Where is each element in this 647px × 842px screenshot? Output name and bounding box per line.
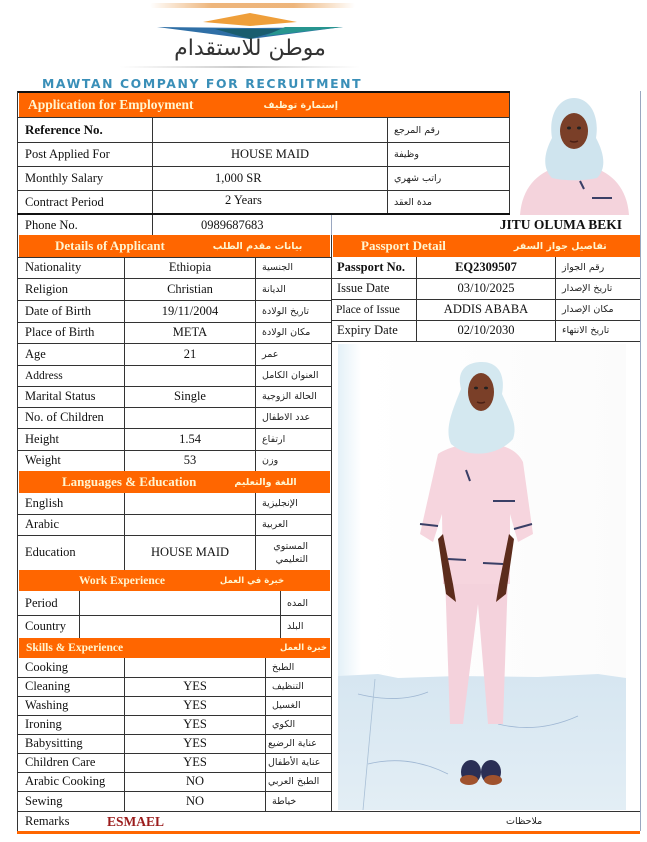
contract-value: 2 Years — [225, 192, 262, 207]
education-label: Education — [25, 545, 76, 559]
salary-label-ar: راتب شهري — [394, 173, 442, 184]
divider — [124, 658, 125, 811]
dob-label: Date of Birth — [25, 303, 91, 318]
arabic-label-ar: العربية — [262, 519, 288, 530]
pob-value: META — [172, 325, 208, 339]
dob-label-ar: تاريخ الولادة — [262, 305, 309, 317]
skill-arabic-cooking-label: Arabic Cooking — [25, 774, 106, 788]
applicant-headshot — [512, 93, 637, 215]
phone-value: 0989687683 — [201, 217, 264, 232]
age-label: Age — [25, 346, 46, 361]
pob-label-ar: مكان الولادة — [262, 327, 311, 338]
expiry-date-label-ar: تاريخ الانتهاء — [562, 325, 610, 336]
height-label: Height — [25, 431, 60, 446]
children-label-ar: عدد الاطفال — [262, 412, 311, 423]
skill-washing-label-ar: الغسيل — [272, 700, 301, 711]
passport-header — [333, 235, 640, 257]
divider — [555, 257, 556, 341]
work-header — [19, 570, 330, 591]
skill-babysitting-label: Babysitting — [25, 736, 83, 750]
logo-top-bar — [150, 3, 355, 8]
religion-label: Religion — [25, 281, 69, 296]
place-of-issue-label: Place of Issue — [336, 303, 400, 316]
contract-label: Contract Period — [25, 194, 104, 209]
period-label-ar: المده — [287, 597, 308, 609]
application-header-ar: إستمارة توظيف — [263, 99, 338, 111]
skill-cleaning-label: Cleaning — [25, 679, 71, 693]
religion-label-ar: الديانة — [262, 283, 286, 295]
address-value — [125, 365, 255, 386]
applicant-name: JITU OLUMA BEKI — [499, 217, 622, 232]
remarks-label-ar: ملاحظات — [506, 816, 543, 827]
place-of-issue-value: ADDIS ABABA — [443, 302, 529, 316]
place-of-issue-label-ar: مكان الإصدار — [562, 304, 614, 315]
divider — [265, 658, 266, 811]
skill-arabic-cooking-label-ar: الطبخ العربي — [268, 776, 320, 787]
skill-cooking-label-ar: الطبخ — [272, 662, 295, 673]
country-value — [80, 615, 280, 638]
skill-sewing-value: NO — [185, 793, 205, 808]
details-header-en: Details of Applicant — [55, 238, 165, 253]
skill-washing-value: YES — [183, 698, 207, 712]
age-label-ar: عمر — [262, 348, 279, 360]
languages-header-en: Languages & Education — [62, 474, 197, 489]
right-border — [640, 91, 641, 831]
skill-arabic-cooking-value: NO — [185, 774, 205, 788]
divider — [509, 93, 510, 213]
remarks-value: ESMAEL — [107, 813, 165, 829]
passport-no-label-ar: رقم الجواز — [562, 262, 605, 273]
passport-header-ar: تفاصيل جواز السفر — [513, 240, 607, 252]
salary-label: Monthly Salary — [25, 171, 104, 185]
english-label: English — [25, 496, 64, 510]
work-header-en: Work Experience — [79, 574, 165, 587]
post-label: Post Applied For — [25, 147, 110, 161]
skill-childcare-label-ar: عناية الأطفال — [268, 757, 321, 768]
marital-label-ar: الحالة الزوجية — [262, 391, 317, 402]
skill-ironing-value: YES — [183, 717, 207, 731]
skill-cooking-label: Cooking — [25, 660, 69, 674]
arabic-label: Arabic — [25, 517, 60, 531]
contract-label-ar: مدة العقد — [394, 196, 432, 208]
phone-label: Phone No. — [25, 217, 78, 232]
skill-childcare-value: YES — [183, 755, 207, 769]
address-label-ar: العنوان الكامل — [262, 370, 319, 381]
divider — [124, 257, 125, 471]
expiry-date-value: 02/10/2030 — [457, 323, 515, 337]
english-label-ar: الإنجليزية — [262, 498, 298, 509]
bottom-orange-bar — [17, 831, 640, 834]
education-label-ar: المستوي التعليمي — [273, 540, 308, 565]
application-header — [19, 93, 509, 117]
divider — [255, 493, 256, 570]
divider — [280, 591, 281, 638]
divider — [124, 493, 125, 570]
weight-label: Weight — [25, 453, 61, 467]
left-border — [17, 91, 18, 833]
skill-babysitting-value: YES — [183, 736, 207, 750]
pob-label: Place of Birth — [25, 325, 95, 339]
logo-divider — [120, 66, 360, 68]
marital-label: Marital Status — [25, 389, 96, 403]
issue-date-value: 03/10/2025 — [457, 281, 515, 295]
languages-header-ar: اللغة والتعليم — [234, 476, 297, 488]
weight-label-ar: وزن — [262, 455, 279, 466]
address-label: Address — [25, 369, 63, 382]
nationality-value: Ethiopia — [168, 260, 212, 274]
languages-header — [19, 471, 330, 493]
divider — [416, 257, 417, 341]
religion-value: Christian — [167, 281, 213, 296]
skill-sewing-label: Sewing — [25, 793, 63, 808]
english-value — [125, 493, 255, 514]
skills-header-en: Skills & Experience — [26, 642, 124, 654]
work-header-ar: خبرة في العمل — [219, 575, 285, 586]
passport-header-en: Passport Detail — [361, 238, 446, 253]
company-name: MAWTAN COMPANY FOR RECRUITMENT — [42, 76, 363, 91]
issue-date-label: Issue Date — [337, 281, 390, 295]
applicant-full-body-photo — [338, 344, 626, 810]
center-divider — [331, 235, 332, 812]
divider — [331, 341, 640, 342]
children-label: No. of Children — [25, 410, 104, 424]
nationality-label-ar: الجنسية — [262, 262, 293, 273]
expiry-date-label: Expiry Date — [337, 323, 398, 337]
skill-cleaning-label-ar: التنظيف — [272, 681, 304, 692]
skill-ironing-label: Ironing — [25, 717, 62, 731]
period-label: Period — [25, 595, 58, 610]
age-value: 21 — [183, 346, 197, 361]
logo-arabic-text: موطن للاستقدام — [174, 36, 326, 61]
post-value: HOUSE MAID — [230, 147, 310, 161]
divider — [152, 215, 153, 235]
height-value: 1.54 — [179, 431, 201, 446]
skill-sewing-label-ar: خياطة — [272, 795, 297, 807]
divider — [79, 591, 80, 638]
children-value — [125, 407, 255, 428]
period-value — [80, 591, 280, 615]
skill-childcare-label: Children Care — [25, 755, 96, 769]
skill-babysitting-label-ar: عناية الرضيع — [268, 738, 317, 749]
skill-ironing-label-ar: الكوي — [272, 719, 296, 730]
details-header-ar: بيانات مقدم الطلب — [212, 240, 303, 252]
application-header-en: Application for Employment — [28, 97, 194, 112]
passport-no-label: Passport No. — [337, 260, 406, 274]
dob-value: 19/11/2004 — [161, 303, 219, 318]
arabic-value — [125, 514, 255, 535]
skill-cooking-value — [125, 658, 265, 677]
divider — [152, 117, 153, 213]
skill-washing-label: Washing — [25, 698, 69, 712]
skill-cleaning-value: YES — [183, 679, 207, 693]
nationality-label: Nationality — [25, 260, 82, 274]
education-value: HOUSE MAID — [150, 545, 230, 559]
reference-label-ar: رقم المرجع — [394, 124, 440, 136]
height-label-ar: ارتفاع — [262, 433, 286, 445]
divider — [387, 117, 388, 213]
reference-value — [153, 118, 387, 142]
passport-no-value: EQ2309507 — [455, 260, 517, 274]
remarks-label: Remarks — [25, 814, 70, 828]
skills-header-ar: خبرة العمل — [279, 643, 327, 653]
country-label: Country — [25, 619, 66, 633]
skills-header — [19, 638, 330, 658]
issue-date-label-ar: تاريخ الإصدار — [562, 283, 613, 294]
post-label-ar: وظيفة — [394, 149, 419, 160]
weight-value: 53 — [183, 453, 197, 467]
salary-value: 1,000 SR — [215, 171, 262, 185]
details-header — [19, 235, 330, 257]
country-label-ar: البلد — [287, 621, 304, 632]
reference-label: Reference No. — [25, 122, 103, 137]
marital-value: Single — [174, 389, 206, 403]
divider — [255, 257, 256, 471]
